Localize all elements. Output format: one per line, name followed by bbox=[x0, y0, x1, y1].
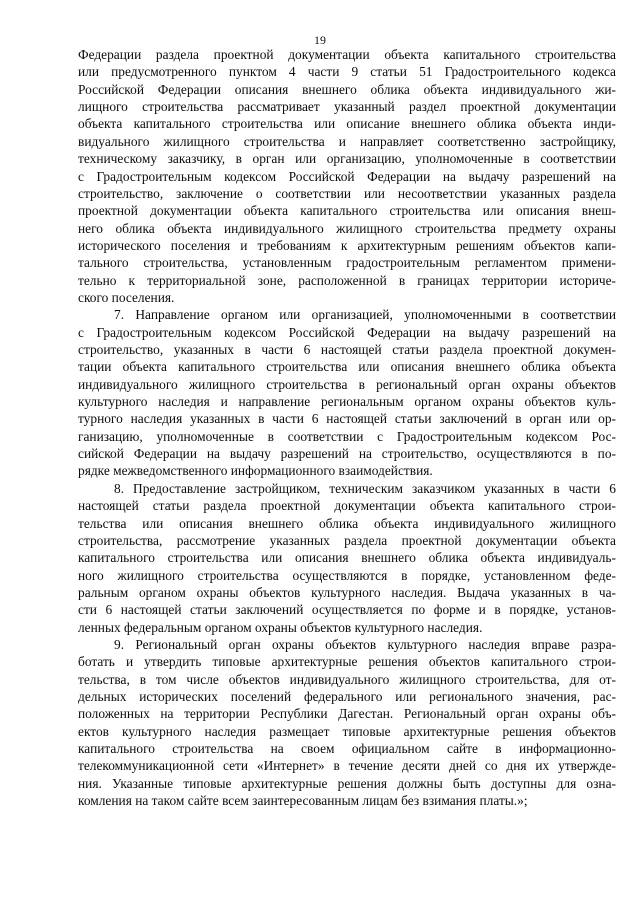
text-line: индивидуального жилищного строительства в региональный орган охраны объектов bbox=[78, 376, 616, 392]
text-line: 9. Региональный орган охраны объектов культурного наследия вправе разра- bbox=[114, 636, 616, 652]
text-line: ленных федеральным органом охраны объектов культурного наследия. bbox=[78, 619, 483, 635]
text-line: сийской Федерации на выдачу разрешений на строительство, осуществляются в по- bbox=[78, 446, 616, 462]
text-line: ектов культурного наследия размещает типовые архитектурные решения объектов bbox=[78, 723, 616, 739]
text-line: исторического поселения и требованиям к архитектурным решениям объектов капи- bbox=[78, 237, 616, 253]
text-line: 8. Предоставление застройщиком, техническим заказчиком указанных в части 6 bbox=[114, 480, 616, 496]
text-line: ганизацию, уполномоченные в соответствии с Градостроительным кодексом Рос- bbox=[78, 428, 616, 444]
text-line: объекта капитального строительства или описание внешнего облика объекта инди- bbox=[78, 116, 616, 132]
text-line: сти 6 настоящей статьи заключений осуществляется по форме и в порядке, установ- bbox=[78, 602, 616, 618]
text-line: тации объекта капитального строительства или описания внешнего облика объекта bbox=[78, 359, 616, 375]
text-line: или предусмотренного пунктом 4 части 9 статьи 51 Градостроительного кодекса bbox=[78, 64, 616, 80]
text-line: с Градостроительным кодексом Российской Федерации на выдачу разрешений на bbox=[78, 168, 616, 184]
text-line: Российской Федерации описания внешнего облика объекта индивидуального жи- bbox=[78, 81, 616, 97]
text-line: ского поселения. bbox=[78, 289, 175, 305]
text-line: тельно к территориальной зоне, расположенной в границах территории историче- bbox=[78, 272, 616, 288]
text-line: тельства или описания внешнего облика объекта индивидуального жилищного bbox=[78, 515, 616, 531]
text-line: Федерации раздела проектной документации объекта капитального строительства bbox=[78, 47, 616, 62]
text-line: него облика объекта индивидуального жилищного строительства предмету охраны bbox=[78, 220, 616, 236]
text-line: с Градостроительным кодексом Российской Федерации на выдачу разрешений на bbox=[78, 324, 616, 340]
text-line: капитального строительства на своем официальном сайте в информационно- bbox=[78, 741, 616, 756]
text-line: турного наследия указанных в части 6 настоящей статьи заключений в орган или ор- bbox=[78, 411, 616, 427]
text-line: культурного наследия и направление региональным органом охраны объектов куль- bbox=[78, 394, 616, 409]
text-line: ного жилищного строительства осуществляются в порядке, установленном феде- bbox=[78, 567, 616, 583]
text-line: строительство, указанных в части 6 настоящей статьи раздела проектной докумен- bbox=[78, 342, 616, 357]
text-line: 7. Направление органом или организацией, уполномоченными в соответствии bbox=[114, 307, 616, 323]
text-line: тельства, в том числе объектов индивидуального жилищного строительства, для от- bbox=[78, 671, 616, 687]
text-line: проектной документации объекта капитального строительства или описания внеш- bbox=[78, 203, 616, 219]
text-line: строительство, заключение о соответствии или несоответствии указанных раздела bbox=[78, 185, 616, 201]
text-line: дельных исторических поселений федерального или регионального значения, рас- bbox=[78, 689, 616, 704]
text-line: ботать и утвердить типовые архитектурные решения объектов капитального строи- bbox=[78, 654, 616, 670]
text-line: рядке межведомственного информационного взаимодействия. bbox=[78, 463, 433, 479]
text-line: строительства, рассмотрение указанных раздела проектной документации объекта bbox=[78, 532, 616, 548]
text-line: ральным органом охраны объектов культурного наследия. Выдача указанных в ча- bbox=[78, 584, 616, 600]
page-number: 19 bbox=[314, 33, 326, 47]
text-line: настоящей статьи раздела проектной документации объекта капитального строи- bbox=[78, 498, 616, 514]
text-line: телекоммуникационной сети «Интернет» в течение десяти дней со дня их утвержде- bbox=[78, 758, 616, 774]
text-line: видуального жилищного строительства и направляет соответственно застройщику, bbox=[78, 133, 616, 149]
text-line: лищного строительства рассматривает указанный раздел проектной документации bbox=[78, 99, 616, 115]
text-line: ния. Указанные типовые архитектурные решения должны быть доступны для озна- bbox=[78, 775, 616, 791]
text-line: комления на таком сайте всем заинтересованным лицам без взимания платы.»; bbox=[78, 793, 528, 809]
text-line: положенных на территории Республики Дагестан. Региональный орган охраны объ- bbox=[78, 706, 616, 722]
text-line: капитального строительства или описания внешнего облика объекта индивидуаль- bbox=[78, 550, 616, 566]
text-line: тального строительства, установленным градостроительным регламентом примени- bbox=[78, 255, 616, 271]
text-line: техническому заказчику, в орган или организацию, уполномоченные в соответствии bbox=[78, 151, 616, 167]
